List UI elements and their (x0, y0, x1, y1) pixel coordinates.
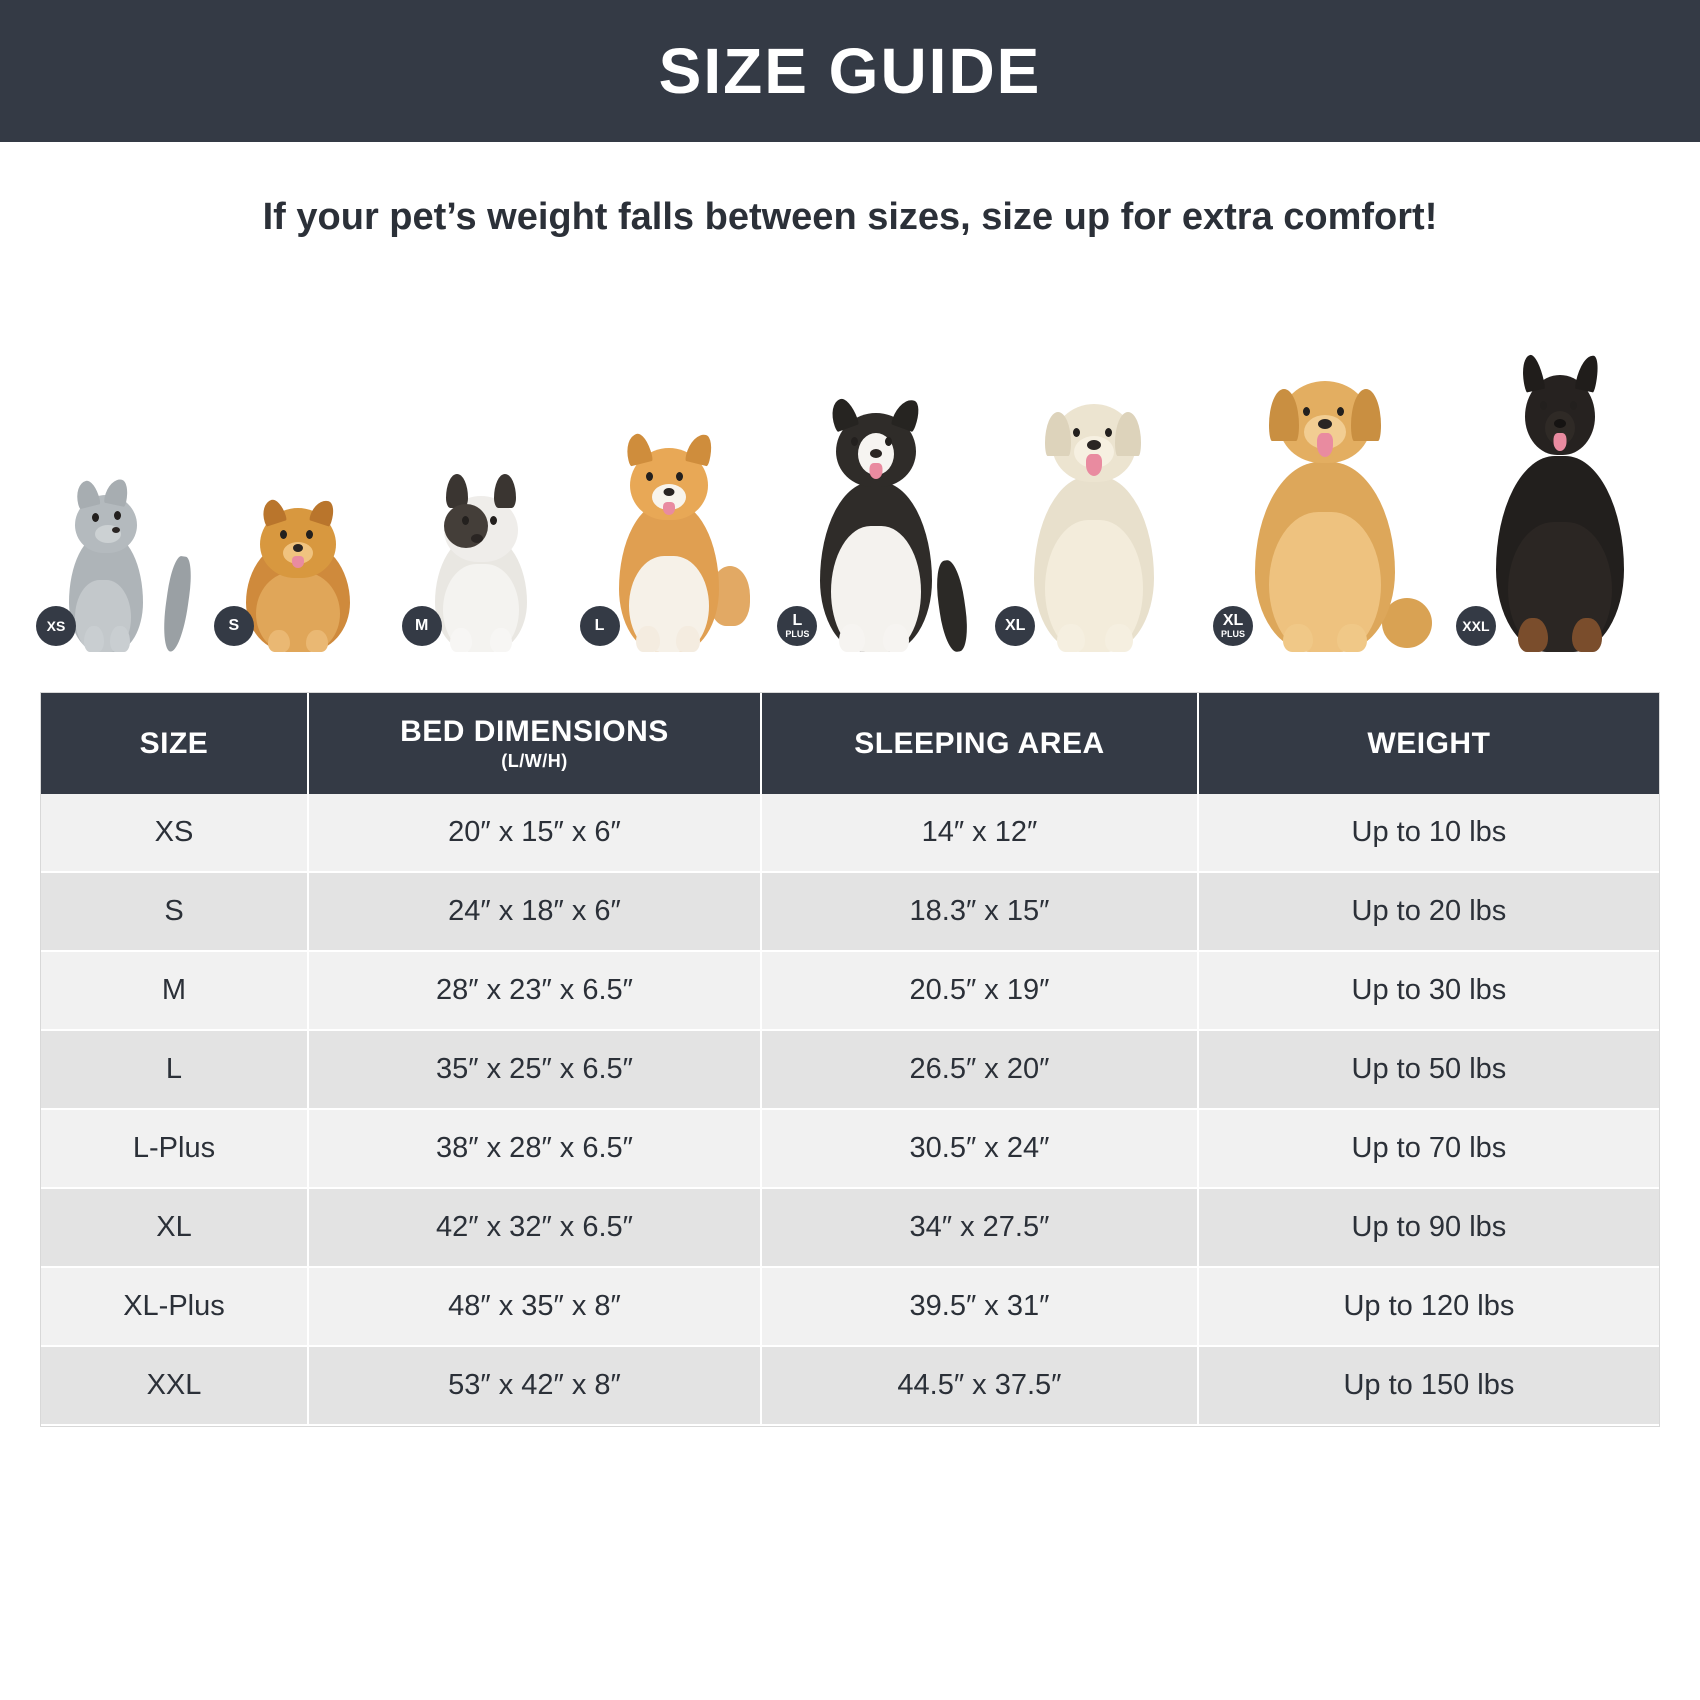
cell-size: XS (41, 794, 308, 872)
cell-size: L (41, 1030, 308, 1109)
badge-s: S (214, 606, 254, 646)
pet-l-plus (781, 387, 971, 652)
pet-xl-plus (1217, 367, 1432, 652)
column-header-sleeping-area: SLEEPING AREA (761, 693, 1198, 794)
cell-weight: Up to 70 lbs (1198, 1109, 1659, 1188)
table-row (41, 1109, 1659, 1188)
badge-xxl: XXL (1456, 606, 1496, 646)
table-row (41, 1346, 1659, 1425)
cell-weight: Up to 10 lbs (1198, 794, 1659, 872)
cell-sleeping: 20.5″ x 19″ (761, 951, 1198, 1030)
pet-size-lineup (40, 292, 1660, 652)
cell-sleeping: 14″ x 12″ (761, 794, 1198, 872)
table-row (41, 794, 1659, 872)
cell-size: XXL (41, 1346, 308, 1425)
cell-sleeping: 30.5″ x 24″ (761, 1109, 1198, 1188)
table-row (41, 872, 1659, 951)
column-header-weight: WEIGHT (1198, 693, 1659, 794)
size-table (41, 693, 1659, 1426)
cell-size: XL-Plus (41, 1267, 308, 1346)
cell-sleeping: 39.5″ x 31″ (761, 1267, 1198, 1346)
cell-weight: Up to 20 lbs (1198, 872, 1659, 951)
pet-xl (999, 382, 1189, 652)
cell-weight: Up to 90 lbs (1198, 1188, 1659, 1267)
table-header (41, 693, 1659, 794)
column-subheader-lwh: (L/W/H) (501, 751, 568, 771)
cell-sleeping: 26.5″ x 20″ (761, 1030, 1198, 1109)
cell-bed: 28″ x 23″ x 6.5″ (308, 951, 761, 1030)
badge-xs: XS (36, 606, 76, 646)
cell-bed: 35″ x 25″ x 6.5″ (308, 1030, 761, 1109)
cell-weight: Up to 120 lbs (1198, 1267, 1659, 1346)
badge-l: L (580, 606, 620, 646)
badge-xl-plus: XL PLUS (1213, 606, 1253, 646)
column-header-bed-dimensions: BED DIMENSIONS (L/W/H) (308, 693, 761, 794)
cell-size: XL (41, 1188, 308, 1267)
page-title: SIZE GUIDE (658, 35, 1042, 107)
badge-l-plus: L PLUS (777, 606, 817, 646)
subtitle-text: If your pet’s weight falls between sizes, size up for extra comfort! (262, 195, 1438, 238)
pet-l (584, 412, 754, 652)
cell-bed: 42″ x 32″ x 6.5″ (308, 1188, 761, 1267)
cell-bed: 48″ x 35″ x 8″ (308, 1267, 761, 1346)
cell-bed: 24″ x 18″ x 6″ (308, 872, 761, 951)
table-body (41, 794, 1659, 1425)
cell-size: M (41, 951, 308, 1030)
cell-weight: Up to 30 lbs (1198, 951, 1659, 1030)
cell-sleeping: 34″ x 27.5″ (761, 1188, 1198, 1267)
cell-sleeping: 44.5″ x 37.5″ (761, 1346, 1198, 1425)
doberman-illustration (1460, 357, 1660, 652)
badge-m: M (402, 606, 442, 646)
cell-bed: 38″ x 28″ x 6.5″ (308, 1109, 761, 1188)
subtitle-section (0, 142, 1700, 292)
cell-weight: Up to 50 lbs (1198, 1030, 1659, 1109)
table-row (41, 1188, 1659, 1267)
header-bar (0, 0, 1700, 142)
cell-weight: Up to 150 lbs (1198, 1346, 1659, 1425)
golden-retriever-illustration (1217, 367, 1432, 652)
table-header-row (41, 693, 1659, 794)
cell-size: S (41, 872, 308, 951)
pet-s (218, 472, 378, 652)
cell-bed: 20″ x 15″ x 6″ (308, 794, 761, 872)
cell-size: L-Plus (41, 1109, 308, 1188)
pet-xxl (1460, 357, 1660, 652)
badge-xl: XL (995, 606, 1035, 646)
table-row (41, 1030, 1659, 1109)
table-row (41, 1267, 1659, 1346)
size-table-wrapper (40, 692, 1660, 1427)
pet-xs (40, 477, 190, 652)
cell-bed: 53″ x 42″ x 8″ (308, 1346, 761, 1425)
pet-m (406, 452, 556, 652)
table-row (41, 951, 1659, 1030)
column-header-size: SIZE (41, 693, 308, 794)
cell-sleeping: 18.3″ x 15″ (761, 872, 1198, 951)
